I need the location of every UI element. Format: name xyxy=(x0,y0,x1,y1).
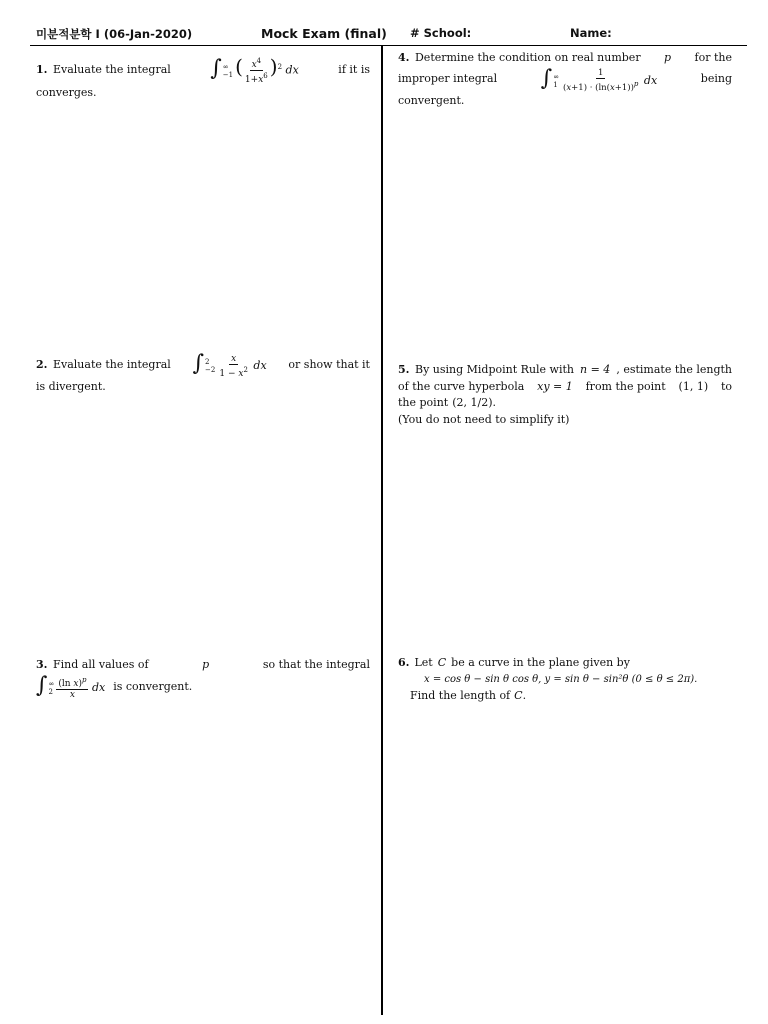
problem-text: for the xyxy=(694,51,732,64)
problem-number: 1. xyxy=(36,63,48,77)
integral-expression: ∫ ∞ 2 $\frac{(\ln x)^p}{x}$ dx xyxy=(36,672,106,700)
problem-text: Let xyxy=(414,656,433,669)
variable-p: p xyxy=(202,658,210,671)
problem-text: so that the integral xyxy=(262,658,370,671)
problem-number: 6. xyxy=(398,656,410,669)
name-label: Name: xyxy=(570,26,612,40)
problem-text: or show that it xyxy=(288,358,370,371)
header-divider xyxy=(30,45,747,46)
problem-text: . xyxy=(522,689,527,702)
problem-text: Find the length of xyxy=(410,689,511,702)
problem-text: Determine the condition on real number xyxy=(414,51,641,64)
problem-6 xyxy=(398,655,732,705)
integral-expression: ∫ ∞ 1 $\frac{1}{(x+1) \cdot (\ln(x+1))^p}$ dx xyxy=(540,65,658,93)
school-label: # School: xyxy=(410,26,472,40)
problem-text: to xyxy=(720,379,732,393)
problem-1 xyxy=(36,56,370,102)
problem-4 xyxy=(398,50,732,109)
problem-text: from the point xyxy=(585,379,666,393)
column-divider xyxy=(381,45,383,1015)
problem-text: is divergent. xyxy=(36,379,106,393)
problem-text: converges. xyxy=(36,86,97,99)
problem-text: is convergent. xyxy=(113,679,193,693)
problem-text: Evaluate the integral xyxy=(52,63,171,77)
exam-header xyxy=(36,24,746,44)
math-point: (2, 1/2) xyxy=(452,396,493,409)
course-title: 미분적분학 I (06-Jan-2020) xyxy=(36,27,193,41)
problem-text: improper integral xyxy=(398,72,498,86)
problem-text: Evaluate the integral xyxy=(52,358,171,371)
math-n: n = 4 xyxy=(580,363,611,376)
problem-5: 5. By using Midpoint Rule with n = 4 , estimate the length of the curve hyperbola xy = 1 from the point (1, 1) to the point (2, 1/2) . (You do not need to simplify it) xyxy=(398,362,732,428)
problem-number: 2. xyxy=(36,358,48,371)
problem-3 xyxy=(36,657,370,700)
problem-text: convergent. xyxy=(398,93,465,107)
math-xy: xy = 1 xyxy=(537,379,573,393)
problem-number: 4. xyxy=(398,51,410,64)
exam-title: Mock Exam (final) xyxy=(261,26,387,41)
problem-text: be a curve in the plane given by xyxy=(451,656,630,669)
variable-p: p xyxy=(664,51,672,64)
math-curve-c: C xyxy=(514,689,523,702)
problem-text: Find all values of xyxy=(52,658,149,671)
math-point: (1, 1) xyxy=(678,379,709,393)
problem-number: 3. xyxy=(36,658,48,671)
problem-number: 5. xyxy=(398,363,410,376)
problem-text: By using Midpoint Rule with xyxy=(414,363,574,376)
problem-2 xyxy=(36,352,370,395)
problem-text: being xyxy=(700,72,732,86)
problem-text: of the curve hyperbola xyxy=(398,379,525,393)
problem-text: , estimate the length xyxy=(616,363,732,376)
parametric-equation: x = cos θ − sin θ cos θ, y = sin θ − sin²θ (0 ≤ θ ≤ 2π). xyxy=(424,673,698,685)
problem-text: the point xyxy=(398,396,449,409)
problem-text: (You do not need to simplify it) xyxy=(398,412,570,426)
math-curve-c: C xyxy=(437,656,447,669)
integral-expression: ∫ 2 −2 $\frac{x}{1 - x^2}$ dx xyxy=(192,351,267,379)
integral-expression: ∫ ∞ −1 ( $\frac{x^4}{1+x^6}$ )$^2$ dx xyxy=(210,54,299,85)
problem-text: if it is xyxy=(338,63,370,77)
